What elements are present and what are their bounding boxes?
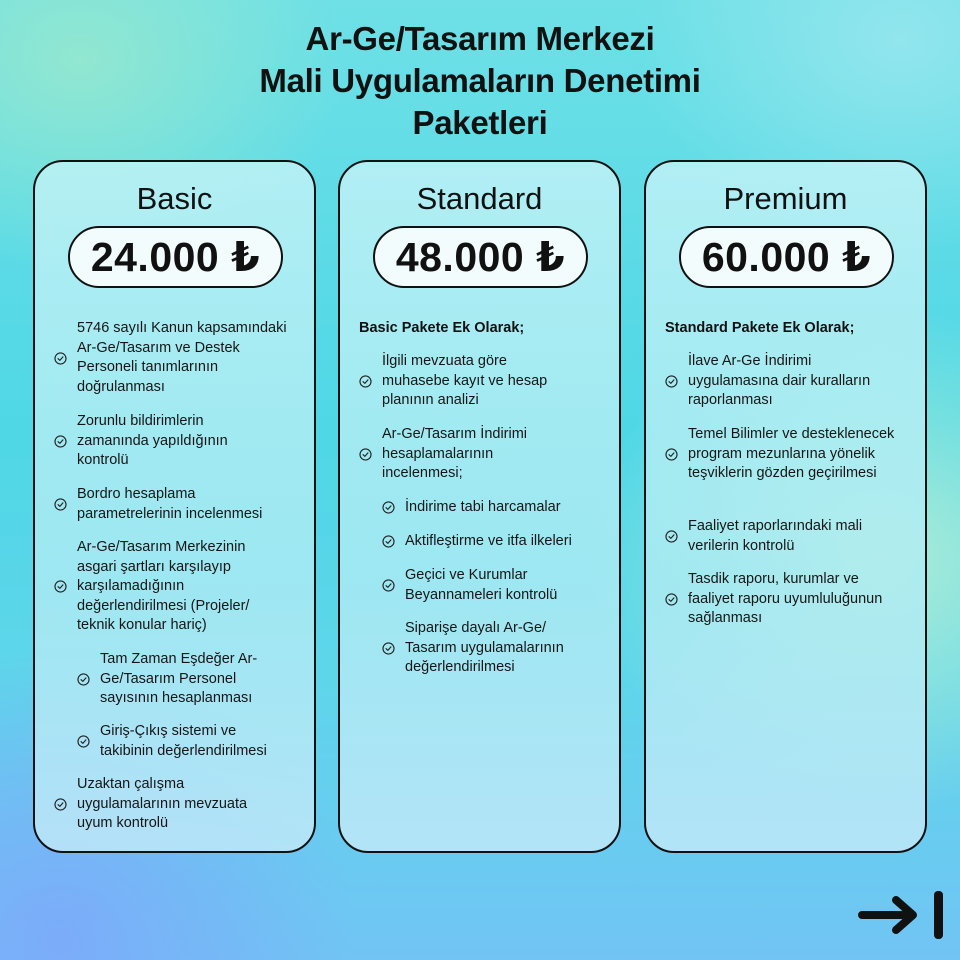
check-circle-icon <box>382 535 395 548</box>
feature-text: Bordro hesaplama parametrelerinin incelenmesi <box>77 486 263 522</box>
feature-item <box>54 485 294 524</box>
check-circle-icon <box>382 642 395 655</box>
feature-text: İlave Ar-Ge İndirimi uygulamasına dair kuralların raporlanması <box>688 353 871 408</box>
feature-item <box>54 775 294 834</box>
check-circle-icon <box>54 435 67 448</box>
feature-subitem <box>382 532 602 552</box>
feature-text: Giriş-Çıkış sistemi ve takibinin değerlendirilmesi <box>100 723 267 759</box>
check-circle-icon <box>359 375 372 388</box>
feature-subitem <box>382 619 602 678</box>
feature-text: Ar-Ge/Tasarım İndirimi hesaplamalarının incelenmesi; <box>382 426 528 481</box>
feature-text: Aktifleştirme ve itfa ilkeleri <box>405 533 572 549</box>
feature-text: Temel Bilimler ve desteklenecek program mezunlarına yönelik teşviklerin gözden geçirilmesi <box>688 426 895 481</box>
check-circle-icon <box>665 375 678 388</box>
feature-text: İlgili mevzuata göre muhasebe kayıt ve hesap planının analizi <box>382 353 548 408</box>
feature-item <box>665 425 915 484</box>
check-circle-icon <box>665 593 678 606</box>
feature-item <box>54 412 294 471</box>
feature-subitem <box>77 722 292 761</box>
check-circle-icon <box>665 448 678 461</box>
price-badge: 24.000 ₺ <box>68 226 283 288</box>
feature-text: Tasdik raporu, kurumlar ve faaliyet raporu uyumluluğunun sağlanması <box>688 571 883 626</box>
title-line-2: Mali Uygulamaların Denetimi <box>259 62 701 99</box>
feature-subitem <box>77 650 292 709</box>
feature-text: Geçici ve Kurumlar Beyannameleri kontrolü <box>405 567 558 603</box>
check-circle-icon <box>54 580 67 593</box>
feature-item <box>54 319 294 397</box>
package-name: Standard <box>416 181 543 216</box>
page-title <box>0 18 960 144</box>
check-circle-icon <box>54 498 67 511</box>
check-circle-icon <box>77 673 90 686</box>
package-intro: Standard Pakete Ek Olarak; <box>665 320 855 336</box>
title-line-3: Paketleri <box>412 104 548 141</box>
feature-text: İndirime tabi harcamalar <box>405 499 561 515</box>
feature-text: 5746 sayılı Kanun kapsamındaki Ar-Ge/Tasarım ve Destek Personeli tanımlarının doğrulanması <box>77 320 287 395</box>
price-badge: 48.000 ₺ <box>373 226 588 288</box>
package-card-premium <box>644 160 927 853</box>
price-badge: 60.000 ₺ <box>679 226 894 288</box>
package-card-basic <box>33 160 316 853</box>
feature-text: Ar-Ge/Tasarım Merkezinin asgari şartları karşılayıp karşılamadığının değerlendirilmesi (Projeler/ teknik konular hariç) <box>77 539 250 633</box>
feature-item <box>54 538 294 636</box>
feature-item <box>665 352 915 411</box>
title-line-1: Ar-Ge/Tasarım Merkezi <box>305 20 655 57</box>
feature-item <box>665 570 915 629</box>
feature-text: Uzaktan çalışma uygulamalarının mevzuata uyum kontrolü <box>77 776 248 831</box>
feature-text: Faaliyet raporlarındaki mali verilerin kontrolü <box>688 518 863 554</box>
feature-item <box>359 425 599 484</box>
package-card-standard <box>338 160 621 853</box>
feature-item <box>665 517 915 556</box>
package-name: Basic <box>136 181 213 216</box>
check-circle-icon <box>382 579 395 592</box>
feature-text: Tam Zaman Eşdeğer Ar-Ge/Tasarım Personel sayısının hesaplanması <box>100 651 258 706</box>
feature-text: Siparişe dayalı Ar-Ge/ Tasarım uygulamalarının değerlendirilmesi <box>405 620 564 675</box>
package-name: Premium <box>723 181 848 216</box>
check-circle-icon <box>54 352 67 365</box>
feature-subitem <box>382 566 602 605</box>
arrow-right-bar-icon[interactable] <box>856 888 948 942</box>
check-circle-icon <box>54 798 67 811</box>
check-circle-icon <box>665 530 678 543</box>
check-circle-icon <box>382 501 395 514</box>
feature-subitem <box>382 498 602 518</box>
feature-text: Zorunlu bildirimlerin zamanında yapıldığının kontrolü <box>77 413 228 468</box>
check-circle-icon <box>359 448 372 461</box>
feature-item <box>359 352 599 411</box>
package-intro: Basic Pakete Ek Olarak; <box>359 320 525 336</box>
check-circle-icon <box>77 735 90 748</box>
